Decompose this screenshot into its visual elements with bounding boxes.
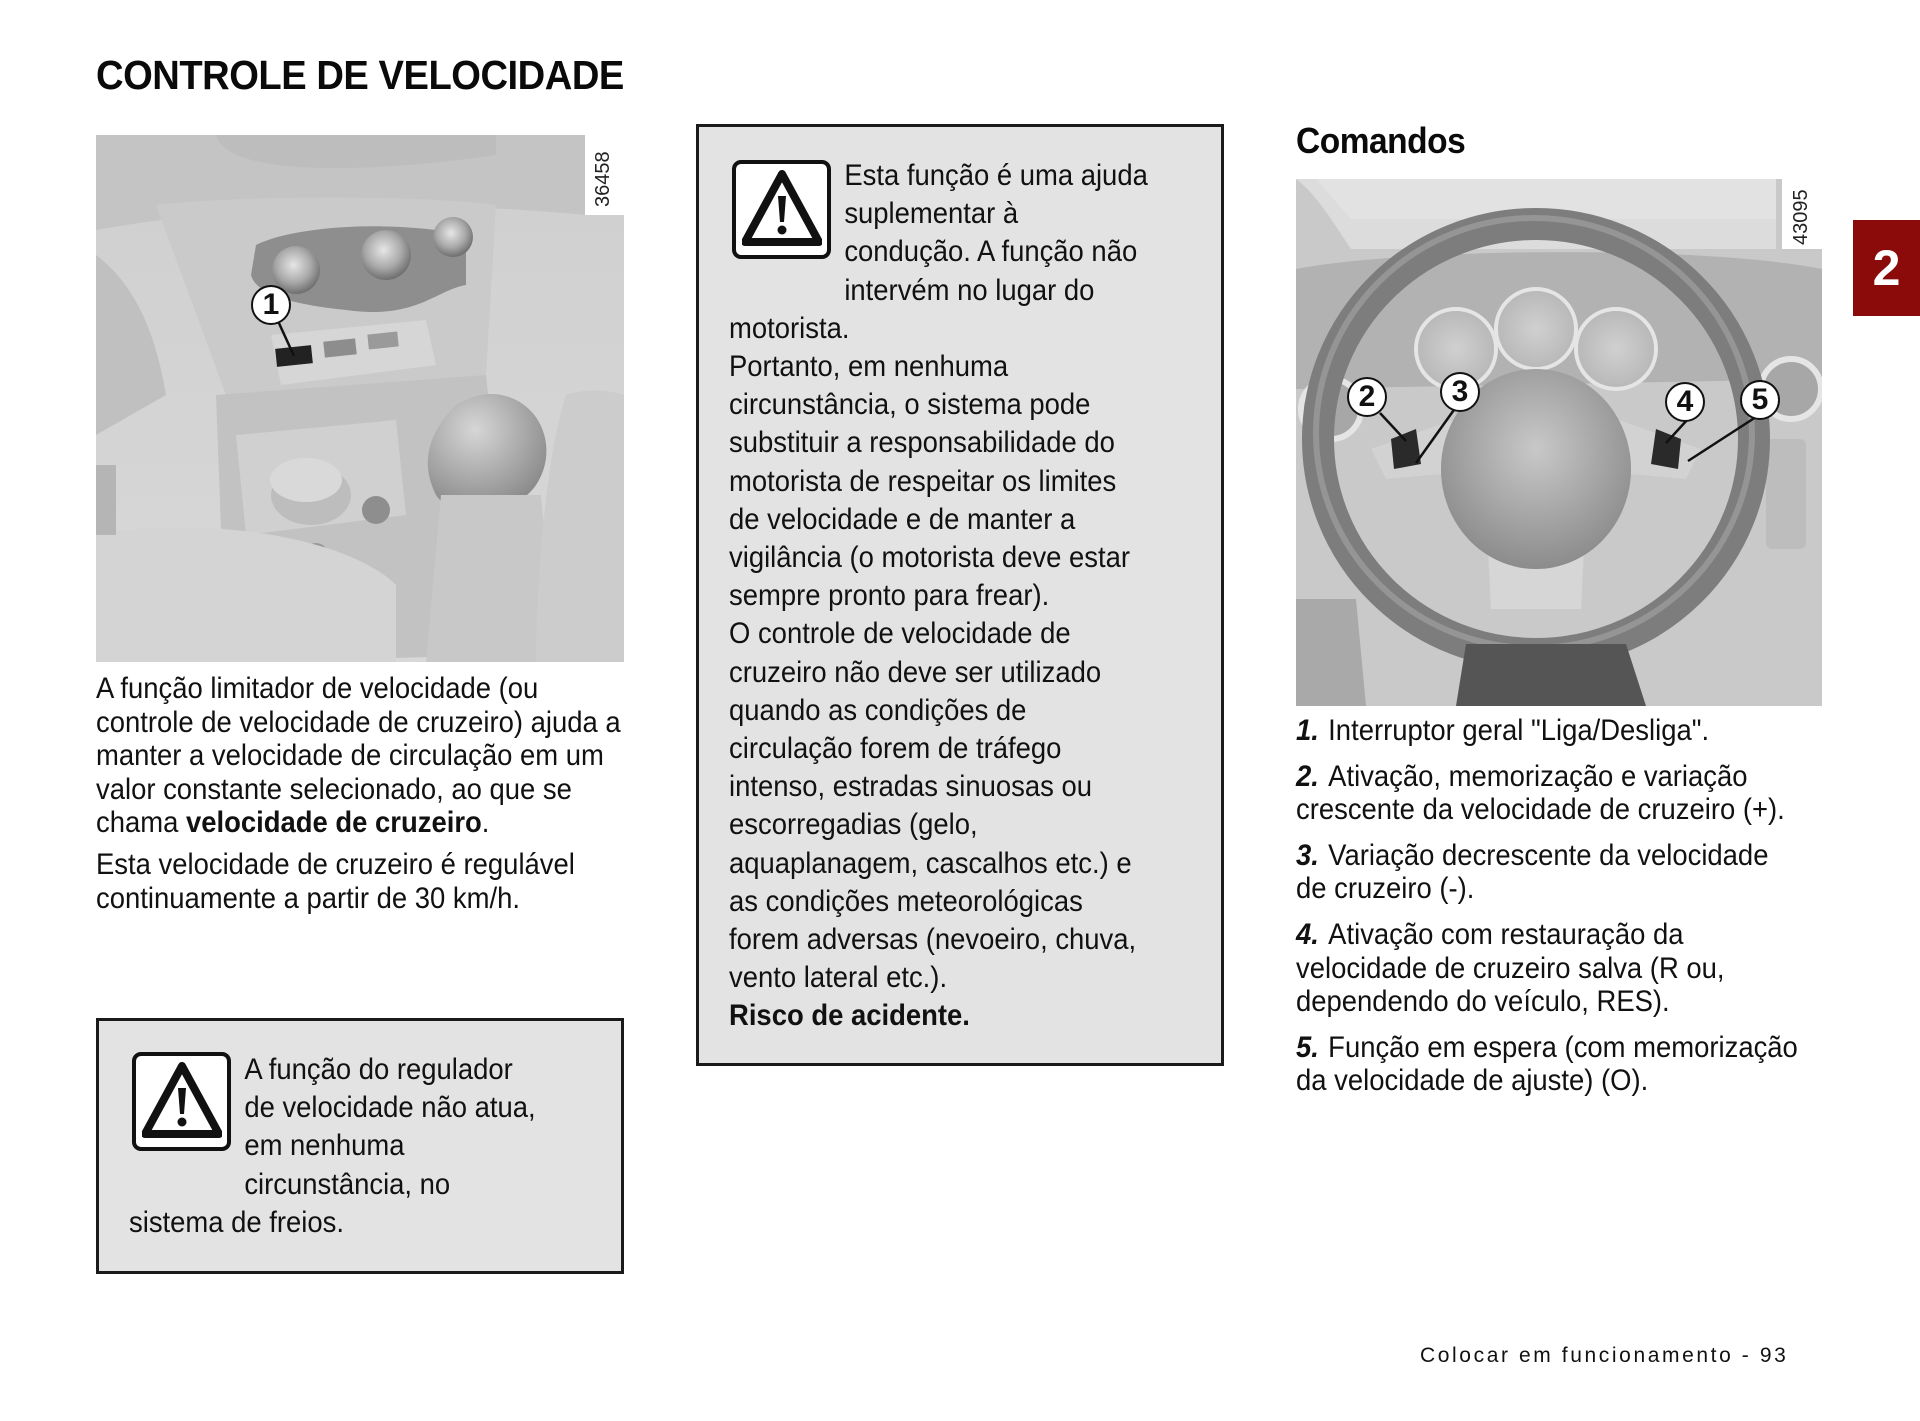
commands-list bbox=[1296, 714, 1798, 1110]
page-footer: Colocar em funcionamento - 93 bbox=[1420, 1344, 1789, 1367]
driver-responsibility-text: Esta função é uma ajuda suplementar à condução. A função não intervém no lugar do motorista. Portanto, em nenhuma circunstância, o sistema pode substituir a responsabilidade do motorista de respeitar os limites de velocidade e de manter a vigilância (o motorista deve estar sempre pronto para frear). O controle de velocidade de cruzeiro não deve ser utilizado quando as condições de circulação forem de tráfego intenso, estradas sinuosas ou escorregadias (gelo, aquaplanagem, cascalhos etc.) e as condições meteorológicas forem adversas (nevoeiro, chuva, vento lateral etc.). Risco de acidente. bbox=[729, 157, 1209, 1036]
figure-ref-number: 43095 bbox=[1790, 189, 1812, 245]
driver-responsibility-warning-box bbox=[696, 124, 1224, 1066]
chapter-tab: 2 bbox=[1853, 220, 1920, 316]
callout-4: 4 bbox=[1665, 382, 1705, 422]
figure-ref-label bbox=[1782, 179, 1822, 249]
figure-ref-label bbox=[585, 135, 624, 215]
callout-1: 1 bbox=[251, 285, 291, 325]
brake-warning-text: A função do regulador de velocidade não atua, em nenhuma circunstância, no sistema de freios. bbox=[129, 1053, 536, 1239]
list-item: 5. Função em espera (com memorização da velocidade de ajuste) (O). bbox=[1296, 1030, 1798, 1098]
intro-paragraph-1: A função limitador de velocidade (ou controle de velocidade de cruzeiro) ajuda a manter a velocidade de circulação em um valor constante selecionado, ao que se chama velocidade de cruzeiro. bbox=[96, 672, 621, 840]
steering-wheel-figure bbox=[1296, 179, 1822, 706]
steering-wheel-illustration bbox=[1296, 179, 1822, 706]
list-item: 2. Ativação, memorização e variação crescente da velocidade de cruzeiro (+). bbox=[1296, 759, 1785, 827]
brake-warning-box bbox=[96, 1018, 624, 1274]
console-figure bbox=[96, 135, 624, 662]
accident-risk-label: Risco de acidente. bbox=[729, 999, 970, 1033]
intro-text bbox=[96, 672, 635, 923]
page-title: CONTROLE DE VELOCIDADE bbox=[96, 52, 624, 98]
list-item: 4. Ativação com restauração da velocidade de cruzeiro salva (R ou, dependendo do veículo, RES). bbox=[1296, 917, 1725, 1019]
section-heading-comandos: Comandos bbox=[1296, 120, 1466, 161]
list-item: 3. Variação decrescente da velocidade de cruzeiro (-). bbox=[1296, 838, 1769, 906]
console-illustration bbox=[96, 135, 624, 662]
callout-5: 5 bbox=[1740, 380, 1780, 420]
intro-paragraph-2: Esta velocidade de cruzeiro é regulável continuamente a partir de 30 km/h. bbox=[96, 847, 575, 915]
list-item: 1. Interruptor geral "Liga/Desliga". bbox=[1296, 714, 1710, 747]
figure-ref-number: 36458 bbox=[592, 151, 614, 207]
callout-3: 3 bbox=[1440, 372, 1480, 412]
cruise-speed-term: velocidade de cruzeiro bbox=[185, 806, 482, 840]
callout-2: 2 bbox=[1347, 377, 1387, 417]
